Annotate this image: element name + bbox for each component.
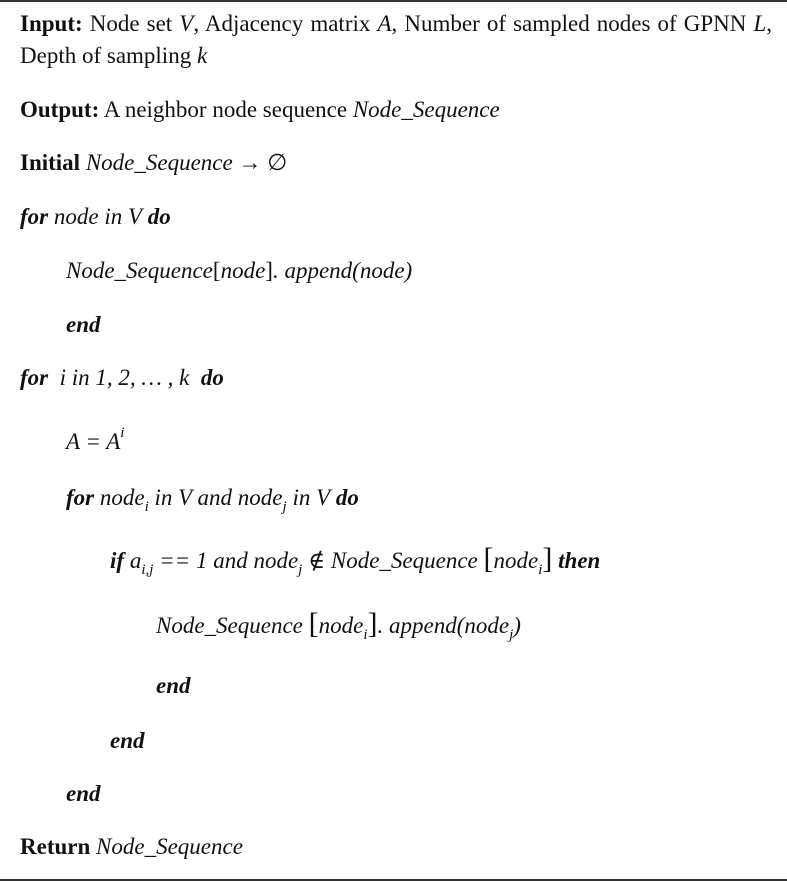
power-exp: i [120,425,125,441]
input-var-a: A [377,11,392,36]
for-2-text: i in 1, 2, … , k [59,365,190,390]
end-line-for-2 [66,778,101,810]
initial-label: Initial [20,150,81,175]
input-var-v: V [179,11,194,36]
not-in-symbol: ∉ [308,548,326,573]
for-keyword: for [20,365,49,390]
for-1-text: node in V [53,204,143,229]
output-label: Output: [20,97,100,122]
end-keyword: end [110,728,145,753]
in-v: in V [292,485,331,510]
bracket-close: ] [542,542,553,575]
input-text-2: , Adjacency matrix [193,11,371,36]
node-word: node [318,613,364,638]
return-var: Node_Sequence [96,834,243,859]
sub-j: j [509,627,514,643]
end-keyword: end [66,781,101,806]
node-word: node [237,485,283,510]
if-keyword: if [110,548,125,573]
for-keyword: for [66,485,95,510]
sub-j: j [282,499,287,515]
node-word: node [253,548,299,573]
node-word: node [493,548,539,573]
end-keyword: end [66,312,101,337]
append-2-call: . append(node [377,613,510,638]
input-var-l: L [753,11,767,36]
do-keyword: do [335,485,359,510]
initial-line [20,147,287,179]
input-var-k: k [196,43,208,68]
end-line-for-3 [110,725,145,757]
input-label: Input: [20,11,83,36]
a-var: a [129,548,142,573]
return-label: Return [20,834,91,859]
append-1-node: node [220,258,266,283]
append-line-1: Node_Sequence[node]. append(node) [66,258,413,283]
sub-ij: i,j [141,562,154,578]
then-keyword: then [558,548,601,573]
if-var: Node_Sequence [330,548,478,573]
output-var: Node_Sequence [352,97,500,122]
end-keyword: end [156,673,191,698]
append-1-call: . append(node) [272,258,413,283]
sub-j: j [298,562,303,578]
for-line-3 [66,482,359,514]
power-line [66,426,124,458]
do-keyword: do [147,204,171,229]
initial-arrow: → ∅ [232,150,288,175]
for-line-2 [20,362,224,394]
input-text-3: , Number of sampled nodes of GPNN [391,11,747,36]
bracket-open: [ [308,607,319,640]
for-keyword: for [20,204,49,229]
bracket-open: [ [483,542,494,575]
if-line [110,542,601,578]
input-line [20,8,772,72]
output-text: A neighbor node sequence [103,97,348,122]
node-word: node [99,485,145,510]
end-line-1 [66,309,101,341]
sub-i: i [363,627,368,643]
in-v-and: in V and [154,485,233,510]
bracket-close: ] [367,607,378,640]
return-line [20,831,243,863]
power-lhs: A = A [66,429,121,454]
append-2-var: Node_Sequence [156,613,303,638]
end-line-if [156,670,191,702]
eq-one-and: == 1 and [159,548,248,573]
output-line [20,94,500,126]
sub-i: i [144,499,149,515]
close-paren: ) [513,613,521,638]
do-keyword: do [200,365,224,390]
for-line-1 [20,201,171,233]
append-1-var: Node_Sequence [66,258,213,283]
input-text-1: Node set [89,11,173,36]
append-line-2 [156,607,521,643]
sub-i: i [538,562,543,578]
input-text-4: , Depth of sampling [20,11,773,68]
initial-var: Node_Sequence [85,150,233,175]
